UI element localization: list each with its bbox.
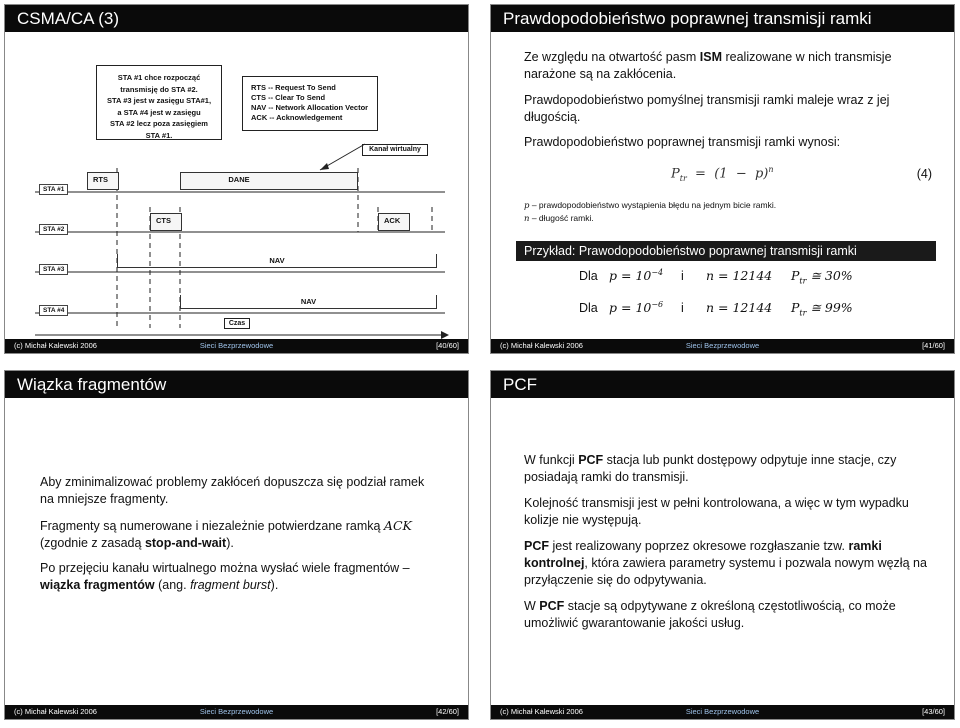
text-run: Ze względu na otwartość pasm <box>524 50 700 64</box>
time-axis-label: Czas <box>224 318 250 329</box>
footer-author: (c) Michał Kalewski 2006 <box>14 341 97 350</box>
control-frame-bold: ramki kontrolnej <box>524 539 882 570</box>
paragraph-qos <box>524 598 934 632</box>
note-line: transmisję do STA #2. <box>120 84 198 94</box>
station-label: STA #2 <box>39 224 68 235</box>
footer-author: (c) Michał Kalewski 2006 <box>14 707 97 716</box>
pcf-bold: PCF <box>539 599 565 613</box>
text-run: 12144 <box>732 300 773 315</box>
acronym-legend <box>242 76 378 131</box>
text-run: stacje są odpytywane z określoną częstotliwością, co może umożliwić gwarantowanie jakości usług. <box>524 599 896 630</box>
fragment-burst-bold: wiązka fragmentów <box>40 578 155 592</box>
paragraph-length: Prawdopodobieństwo pomyślnej transmisji ramki maleje wraz z jej długością. <box>524 93 890 124</box>
frame-ack: ACK <box>378 213 410 231</box>
note-line: STA #1. <box>145 130 173 140</box>
definition-n <box>524 213 594 224</box>
text-run: (ang. <box>154 578 191 592</box>
example-p: $p = 10^{-6}$ <box>609 300 664 316</box>
text-run: ). <box>226 536 234 550</box>
paragraph-fragmentation: Aby zminimalizować problemy zakłóceń dopuszcza się podział ramek na mniejsze fragmenty. <box>40 475 425 506</box>
footer-page: [43/60] <box>922 707 945 716</box>
slide-pcf <box>490 370 955 720</box>
text-run: 99% <box>824 300 853 315</box>
paragraph-pcf-polling <box>524 452 934 486</box>
slide-transmission-probability <box>490 4 955 354</box>
note-line: STA #2 lecz poza zasięgiem <box>110 119 208 128</box>
slide-body <box>5 32 468 339</box>
text-run: – prawdopodobieństwo wystąpienia błędu na jednym bicie ramki. <box>529 200 777 210</box>
slide-fragment-burst <box>4 370 469 720</box>
slide-footer <box>5 339 468 353</box>
slide-footer <box>491 339 954 353</box>
text-run: −6 <box>651 300 664 309</box>
probability-formula: $P_{tr} = (1 - p)^n$ <box>671 165 774 183</box>
text-run: 30% <box>824 268 853 283</box>
example-result: $P_{tr}$ ≅ 99% <box>791 300 853 318</box>
legend-rts: RTS -- Request To Send <box>251 83 336 92</box>
nav-sta4: NAV <box>180 295 437 309</box>
example-n: n = 12144 <box>706 268 773 283</box>
paragraph-ism <box>524 49 934 83</box>
text-run: W funkcji <box>524 453 579 467</box>
ism-bold: ISM <box>699 50 723 64</box>
note-line: STA #1 chce rozpocząć <box>117 73 201 82</box>
paragraph-control-frame <box>524 538 934 589</box>
virtual-channel-label: Kanał wirtualny <box>362 144 428 156</box>
example-result: $P_{tr}$ ≅ 30% <box>791 268 853 286</box>
text-run: stacja lub punkt dostępowy odpytuje inne stacje, czy posiadają ramki do transmisji. <box>524 453 897 484</box>
definition-p <box>524 200 776 211</box>
pcf-bold: PCF <box>578 453 604 467</box>
example-row <box>516 261 936 293</box>
footer-course: Sieci Bezprzewodowe <box>685 341 760 350</box>
symbol-p: p <box>524 201 530 211</box>
frame-rts: RTS <box>87 172 119 190</box>
footer-course: Sieci Bezprzewodowe <box>199 707 274 716</box>
note-line: a STA #4 jest w zasięgu <box>117 107 201 117</box>
example-row <box>516 293 936 325</box>
text-run: 10 <box>635 300 652 316</box>
slide-csma-ca <box>4 4 469 354</box>
footer-author: (c) Michał Kalewski 2006 <box>500 707 583 716</box>
text-run: Po przejęciu kanału wirtualnego można wysłać wiele fragmentów – <box>40 561 410 575</box>
text-run: 12144 <box>732 268 773 283</box>
footer-page: [42/60] <box>436 707 459 716</box>
text-run: Fragmenty są numerowane i niezależnie potwierdzane ramką <box>40 519 384 533</box>
example-block <box>516 241 936 325</box>
text-run: realizowane w nich transmisje narażone są na zakłócenia. <box>524 50 892 81</box>
paragraph-ack <box>40 517 440 552</box>
slide-body <box>491 32 954 339</box>
legend-ack: ACK -- Acknowledgement <box>251 113 343 122</box>
text-run: 10 <box>635 268 652 284</box>
text-run: −4 <box>651 268 664 277</box>
station-label: STA #3 <box>39 264 68 275</box>
example-p: $p = 10^{-4}$ <box>609 268 664 284</box>
slide-title: CSMA/CA (3) <box>5 5 468 32</box>
text-run: jest realizowany poprzez okresowe rozgłaszanie tzw. <box>549 539 849 553</box>
slide-body <box>5 398 468 705</box>
scenario-note <box>96 65 222 140</box>
text-run: – długość ramki. <box>529 213 594 223</box>
example-n: n = 12144 <box>706 300 773 315</box>
symbol-n: n <box>524 214 530 224</box>
slide-title: Wiązka fragmentów <box>5 371 468 398</box>
slide-footer <box>491 705 954 719</box>
text-run: Dla <box>579 301 598 315</box>
paragraph-burst <box>40 560 440 594</box>
footer-author: (c) Michał Kalewski 2006 <box>500 341 583 350</box>
legend-nav: NAV -- Network Allocation Vector <box>251 103 369 112</box>
text-run: Dla <box>579 269 598 283</box>
equation-number: (4) <box>916 167 932 181</box>
frame-dane: DANE <box>180 172 358 190</box>
example-title: Przykład: Prawodopodobieństwo poprawnej transmisji ramki <box>516 241 936 261</box>
text-run: i <box>681 301 684 315</box>
slide-title: PCF <box>491 371 954 398</box>
text-run: i <box>681 269 684 283</box>
paragraph-order: Kolejność transmisji jest w pełni kontrolowana, a więc w tym wypadku kolizje nie występują. <box>524 496 909 527</box>
footer-course: Sieci Bezprzewodowe <box>199 341 274 350</box>
footer-course: Sieci Bezprzewodowe <box>685 707 760 716</box>
stop-and-wait-bold: stop-and-wait <box>144 536 227 550</box>
paragraph-formula-intro: Prawdopodobieństwo poprawnej transmisji ramki wynosi: <box>524 135 841 149</box>
pcf-bold: PCF <box>524 539 549 553</box>
text-run: ). <box>270 578 279 592</box>
text-run: W <box>524 599 540 613</box>
text-run: (zgodnie z zasadą <box>40 536 145 550</box>
slide-title: Prawdopodobieństwo poprawnej transmisji ramki <box>491 5 954 32</box>
footer-page: [41/60] <box>922 341 945 350</box>
fragment-burst-italic: fragment burst <box>190 578 271 592</box>
note-line: STA #3 jest w zasięgu STA#1, <box>106 96 212 105</box>
slide-footer <box>5 705 468 719</box>
ack-math: ACK <box>383 518 412 533</box>
frame-cts: CTS <box>150 213 182 231</box>
station-label: STA #4 <box>39 305 68 316</box>
station-label: STA #1 <box>39 184 68 195</box>
nav-sta3: NAV <box>117 254 437 268</box>
slide-body <box>491 398 954 705</box>
legend-cts: CTS -- Clear To Send <box>251 93 326 102</box>
footer-page: [40/60] <box>436 341 459 350</box>
text-run: , która zawiera parametry systemu i pozwala nowym węzłą na przyłączenie się do odpytywania. <box>524 556 927 587</box>
